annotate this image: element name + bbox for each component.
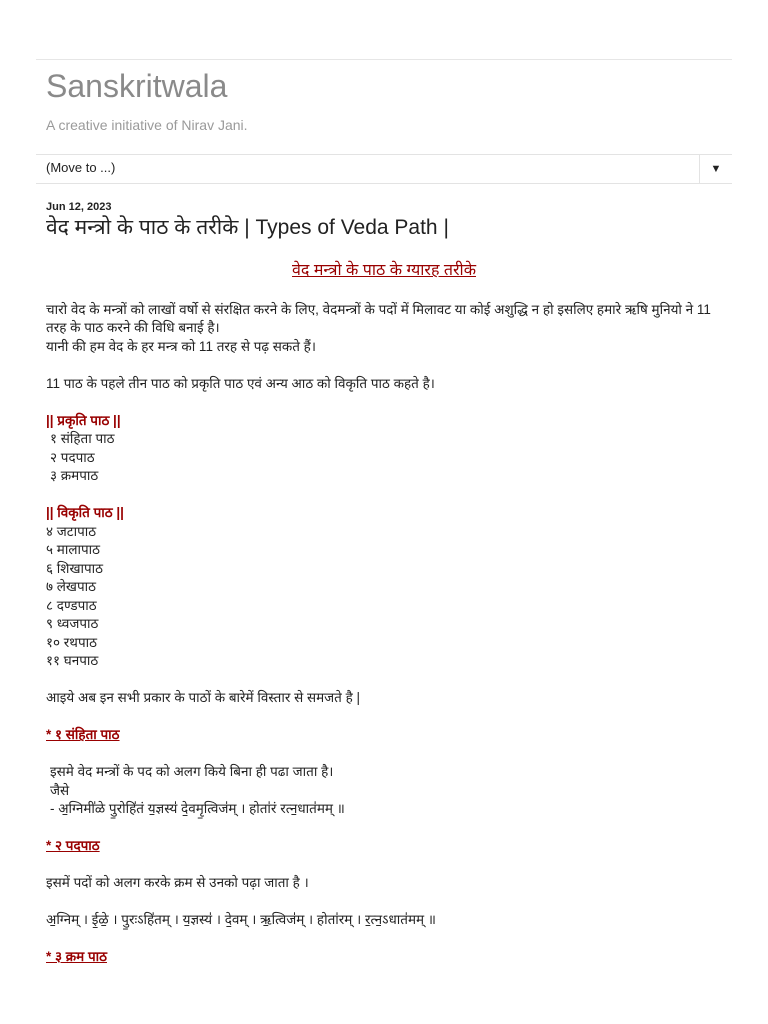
post-body bbox=[46, 262, 722, 967]
transition-paragraph: आइये अब इन सभी प्रकार के पाठों के बारेमें विस्तार से समजते है | bbox=[46, 690, 361, 705]
post-date: Jun 12, 2023 bbox=[46, 201, 112, 213]
list-item: ४ जटापाठ bbox=[46, 523, 97, 539]
list-item: १ संहिता पाठ bbox=[50, 431, 115, 446]
section-padapath-text: इसमें पदों को अलग करके क्रम से उनको पढ़ा जाता है । bbox=[46, 875, 309, 890]
section-samhita-like: जैसे bbox=[50, 782, 70, 798]
list-item: ६ शिखापाठ bbox=[46, 560, 103, 576]
header-divider bbox=[36, 59, 732, 60]
list-item: २ पदपाठ bbox=[50, 449, 95, 465]
section-padapath-example: अ॒ग्निम् । ई॒ळे॒ । पु॒रःऽहि॑तम् । य॒ज्ञस्य॑ । दे॒वम् । ऋ॒त्विज॑म् । होता॑रम् । र॒त्न॒ऽधात॑मम् ॥ bbox=[46, 912, 436, 927]
post-title: वेद मन्त्रो के पाठ के तरीके | Types of Veda Path | bbox=[46, 216, 449, 239]
intro-paragraph-1: चारो वेद के मन्त्रों को लाखों वर्षो से संरक्षित करने के लिए, वेदमन्त्रों के पदों में मिलावट या कोई अशुद्धि न हो इसलिए हमारे ऋषि मुनियो ने 11 तरह के पाठ करने की विधि बनाई है। bbox=[46, 301, 711, 335]
list-item: ५ मालापाठ bbox=[46, 542, 100, 557]
prakriti-heading: || प्रकृति पाठ || bbox=[46, 412, 121, 428]
blog-description: A creative initiative of Nirav Jani. bbox=[46, 117, 248, 133]
nav-select-value: (Move to ...) bbox=[46, 160, 116, 175]
section-samhita-text: इसमे वेद मन्त्रों के पद को अलग किये बिना ही पढा जाता है। bbox=[50, 764, 334, 779]
vikriti-heading: || विकृति पाठ || bbox=[46, 505, 124, 520]
page-navigation-select[interactable] bbox=[36, 154, 732, 184]
list-item: ११ घनपाठ bbox=[46, 653, 99, 668]
section-samhita-example: - अ॒ग्निमी॑ळे पु॒रोहि॑तं य॒ज्ञस्य॑ दे॒वमृ॒त्विज॑म् । होता॑रं रत्न॒धात॑मम् ॥ bbox=[50, 801, 345, 816]
list-item: ८ दण्डपाठ bbox=[46, 597, 97, 613]
list-item: ९ ध्वजपाठ bbox=[46, 616, 99, 631]
section-heading-kramapath: * ३ क्रम पाठ bbox=[46, 949, 107, 964]
list-item: ३ क्रमपाठ bbox=[50, 468, 99, 483]
list-item: ७ लेखपाठ bbox=[46, 579, 96, 594]
list-item: १० रथपाठ bbox=[46, 634, 97, 650]
dropdown-arrow-icon[interactable]: ▼ bbox=[699, 155, 732, 183]
intro-paragraph-3: 11 पाठ के पहले तीन पाठ को प्रकृति पाठ एवं अन्य आठ को विकृति पाठ कहते है। bbox=[46, 375, 435, 391]
intro-paragraph-2: यानी की हम वेद के हर मन्त्र को 11 तरह से पढ़ सकते हैं। bbox=[46, 338, 316, 354]
blog-title-link[interactable]: Sanskritwala bbox=[46, 68, 228, 104]
post-heading: वेद मन्त्रो के पाठ के ग्यारह तरीके bbox=[292, 262, 476, 279]
section-heading-samhita: * १ संहिता पाठ bbox=[46, 727, 120, 742]
section-heading-padapath: * २ पदपाठ bbox=[46, 838, 100, 853]
